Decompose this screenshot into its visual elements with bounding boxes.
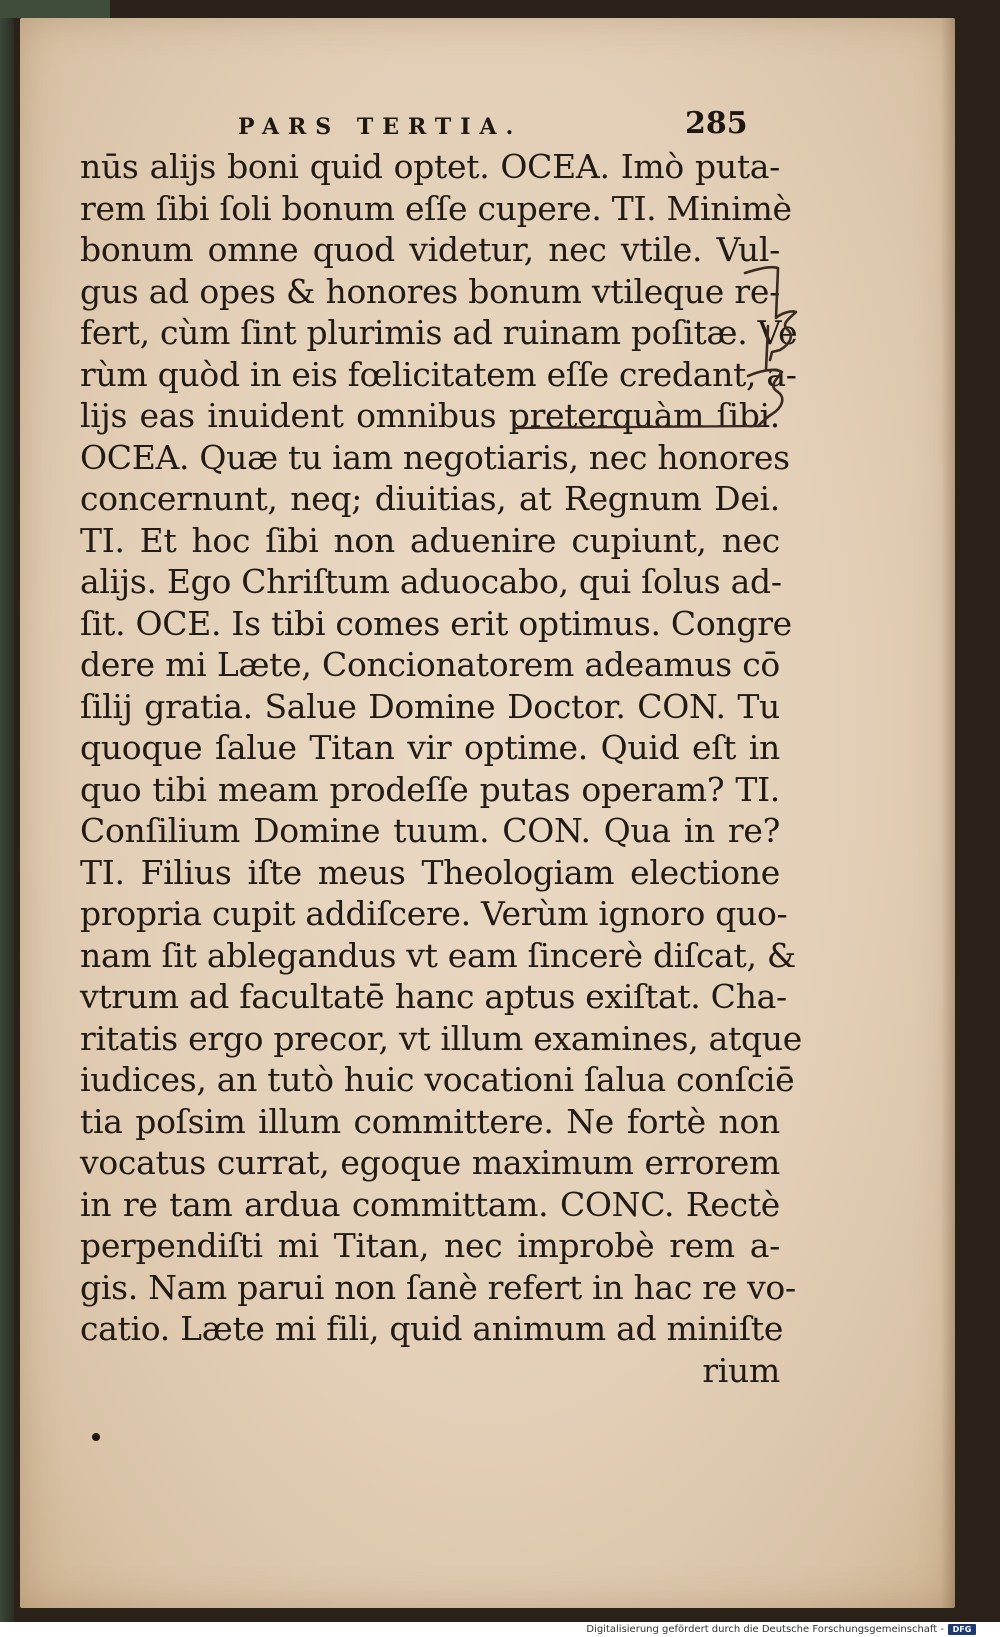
text-line: TI. Et hoc ſibi non aduenire cupiunt, nec	[80, 520, 780, 560]
text-line: OCEA. Quæ tu iam negotiaris, nec honores	[80, 437, 790, 477]
digitization-credit-bar	[0, 1622, 1000, 1637]
text-line: nam ſit ablegandus vt eam ſincerè diſcat, &	[80, 935, 796, 975]
bookmark-ribbon	[0, 0, 110, 18]
text-line: Conſilium Domine tuum. CON. Qua in re?	[80, 811, 780, 850]
text-line: iudices, an tutò huic vocationi ſalua conſciē	[80, 1060, 795, 1099]
text-line: rem ſibi ſoli bonum eſſe cupere. TI. Minimè	[80, 188, 792, 228]
text-line: quoque ſalue Titan vir optime. Quid eſt in	[80, 728, 780, 767]
text-line: tia poſsim illum committere. Ne fortè non	[80, 1101, 780, 1141]
digitization-credit-text: Digitalisierung gefördert durch die Deutsche Forschungsgemeinschaft -	[586, 1624, 944, 1635]
ink-dot	[92, 1433, 100, 1441]
catchword: rium	[702, 1350, 780, 1390]
page-gutter-shadow	[941, 18, 955, 1608]
text-line: in re tam ardua committam. CONC. Rectè	[80, 1184, 780, 1224]
text-line: rùm quòd in eis fœlicitatem eſſe credant, a-	[80, 354, 797, 394]
text-line: quo tibi meam prodeſſe putas operam? TI.	[80, 769, 780, 809]
text-line: alijs. Ego Chriſtum aduocabo, qui ſolus ad-	[80, 562, 782, 601]
running-head: PARS TERTIA.	[238, 114, 523, 140]
text-line: perpendiſti mi Titan, nec improbè rem a-	[80, 1226, 780, 1265]
scan-edge	[0, 0, 14, 1622]
text-line: vocatus currat, egoque maximum errorem	[80, 1143, 780, 1182]
page-number: 285	[685, 106, 748, 141]
text-line: ſilij gratia. Salue Domine Doctor. CON. Tu	[80, 686, 780, 726]
text-line: dere mi Læte, Concionatorem adeamus cō	[80, 645, 780, 684]
body-text	[80, 146, 802, 1391]
text-line: nūs alijs boni quid optet. OCEA. Imò puta-	[80, 147, 780, 186]
text-line: bonum omne quod videtur, nec vtile. Vul-	[80, 230, 780, 269]
text-line: lijs eas inuident omnibus preterquàm ſibi.	[80, 396, 780, 435]
text-line: ritatis ergo precor, vt illum examines, atque	[80, 1018, 802, 1058]
text-line: propria cupit addiſcere. Verùm ignoro quo-	[80, 894, 788, 933]
text-line: ſit. OCE. Is tibi comes erit optimus. Congre	[80, 603, 792, 643]
text-line: concernunt, neq; diuitias, at Regnum Dei.	[80, 479, 780, 518]
text-line: fert, cùm ſint plurimis ad ruinam poſitæ. Ve	[80, 313, 798, 352]
text-line: vtrum ad facultatē hanc aptus exiſtat. Cha-	[80, 977, 787, 1016]
text-line: gis. Nam parui non ſanè refert in hac re vo-	[80, 1267, 796, 1307]
text-line: gus ad opes & honores bonum vtileque re-	[80, 271, 780, 311]
book-page	[20, 18, 955, 1608]
text-line: TI. Filius iſte meus Theologiam electione	[80, 852, 780, 892]
dfg-logo: DFG	[948, 1624, 976, 1635]
text-line: catio. Læte mi fili, quid animum ad miniſte	[80, 1309, 784, 1348]
